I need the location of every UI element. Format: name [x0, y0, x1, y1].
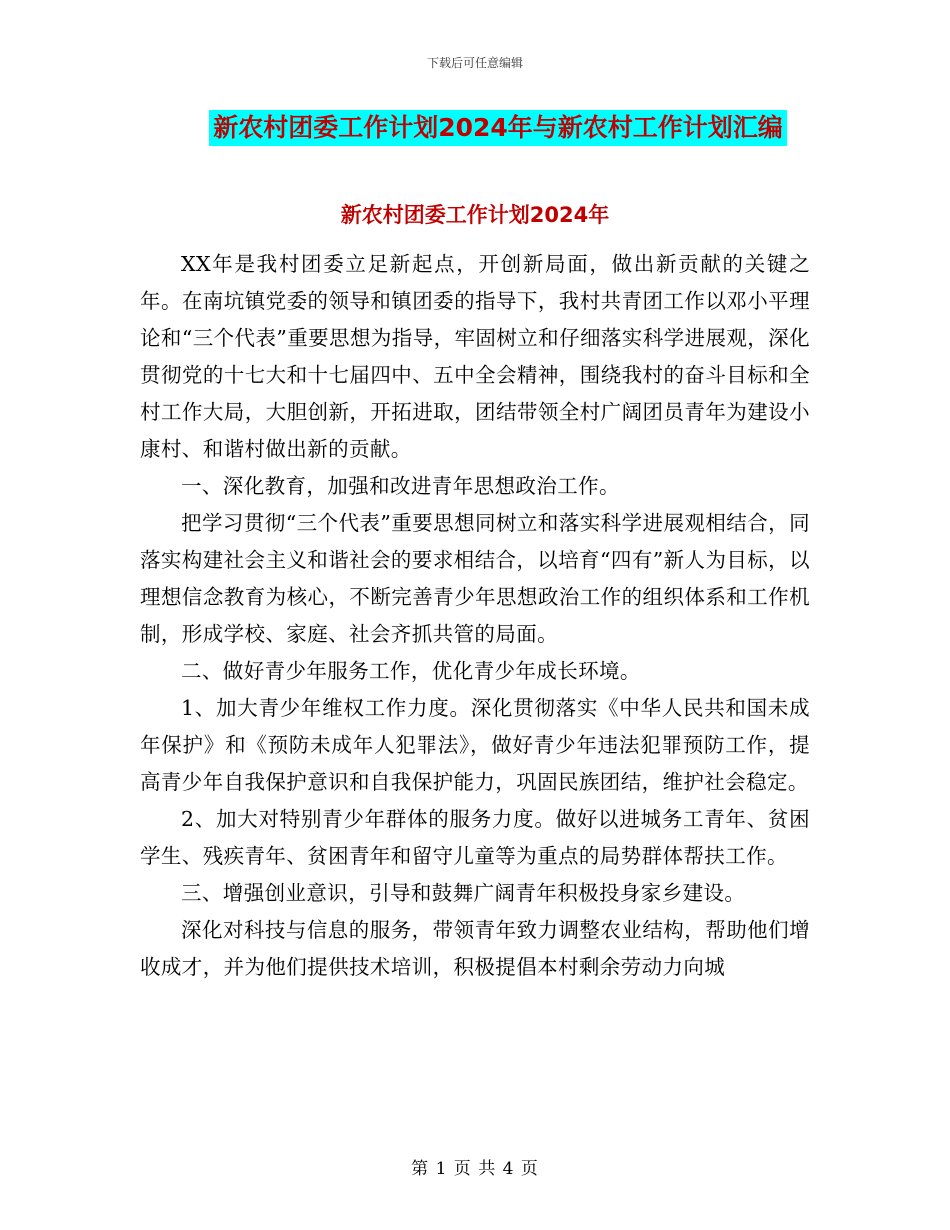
paragraph: 1、加大青少年维权工作力度。深化贯彻落实《中华人民共和国未成年保护》和《预防未成年人犯罪法》，做好青少年违法犯罪预防工作，提高青少年自我保护意识和自我保护能力，巩固民族团结，维护社会稳定。 [140, 696, 810, 794]
page-footer-number: 第 1 页 共 4 页 [411, 1159, 539, 1179]
section-title: 新农村团委工作计划2024年 [340, 203, 610, 227]
paragraph: 二、做好青少年服务工作，优化青少年成长环境。 [181, 659, 641, 683]
paragraph: 三、增强创业意识，引导和鼓舞广阔青年积极投身家乡建设。 [181, 881, 746, 905]
paragraph: 深化对科技与信息的服务，带领青年致力调整农业结构，帮助他们增收成才，并为他们提供技术培训，积极提倡本村剩余劳动力向城 [140, 918, 810, 979]
document-body [140, 246, 810, 986]
paragraph: 把学习贯彻“三个代表”重要思想同树立和落实科学进展观相结合，同落实构建社会主义和谐社会的要求相结合，以培育“四有”新人为目标，以理想信念教育为核心，不断完善青少年思想政治工作的组织体系和工作机制，形成学校、家庭、社会齐抓共管的局面。 [140, 511, 810, 646]
document-title-container [0, 110, 950, 146]
paragraph: 2、加大对特别青少年群体的服务力度。做好以进城务工青年、贫困学生、残疾青年、贫困青年和留守儿童等为重点的局势群体帮扶工作。 [140, 807, 810, 868]
paragraph: 一、深化教育，加强和改进青年思想政治工作。 [181, 474, 620, 498]
paragraph: XX年是我村团委立足新起点，开创新局面，做出新贡献的关键之年。在南坑镇党委的领导和镇团委的指导下，我村共青团工作以邓小平理论和“三个代表”重要思想为指导，牢固树立和仔细落实科学进展观，深化贯彻党的十七大和十七届四中、五中全会精神，围绕我村的奋斗目标和全村工作大局，大胆创新，开拓进取，团结带领全村广阔团员青年为建设小康村、和谐村做出新的贡献。 [140, 252, 810, 461]
page-header-note: 下载后可任意编辑 [426, 56, 523, 70]
document-title: 新农村团委工作计划2024年与新农村工作计划汇编 [209, 110, 787, 146]
